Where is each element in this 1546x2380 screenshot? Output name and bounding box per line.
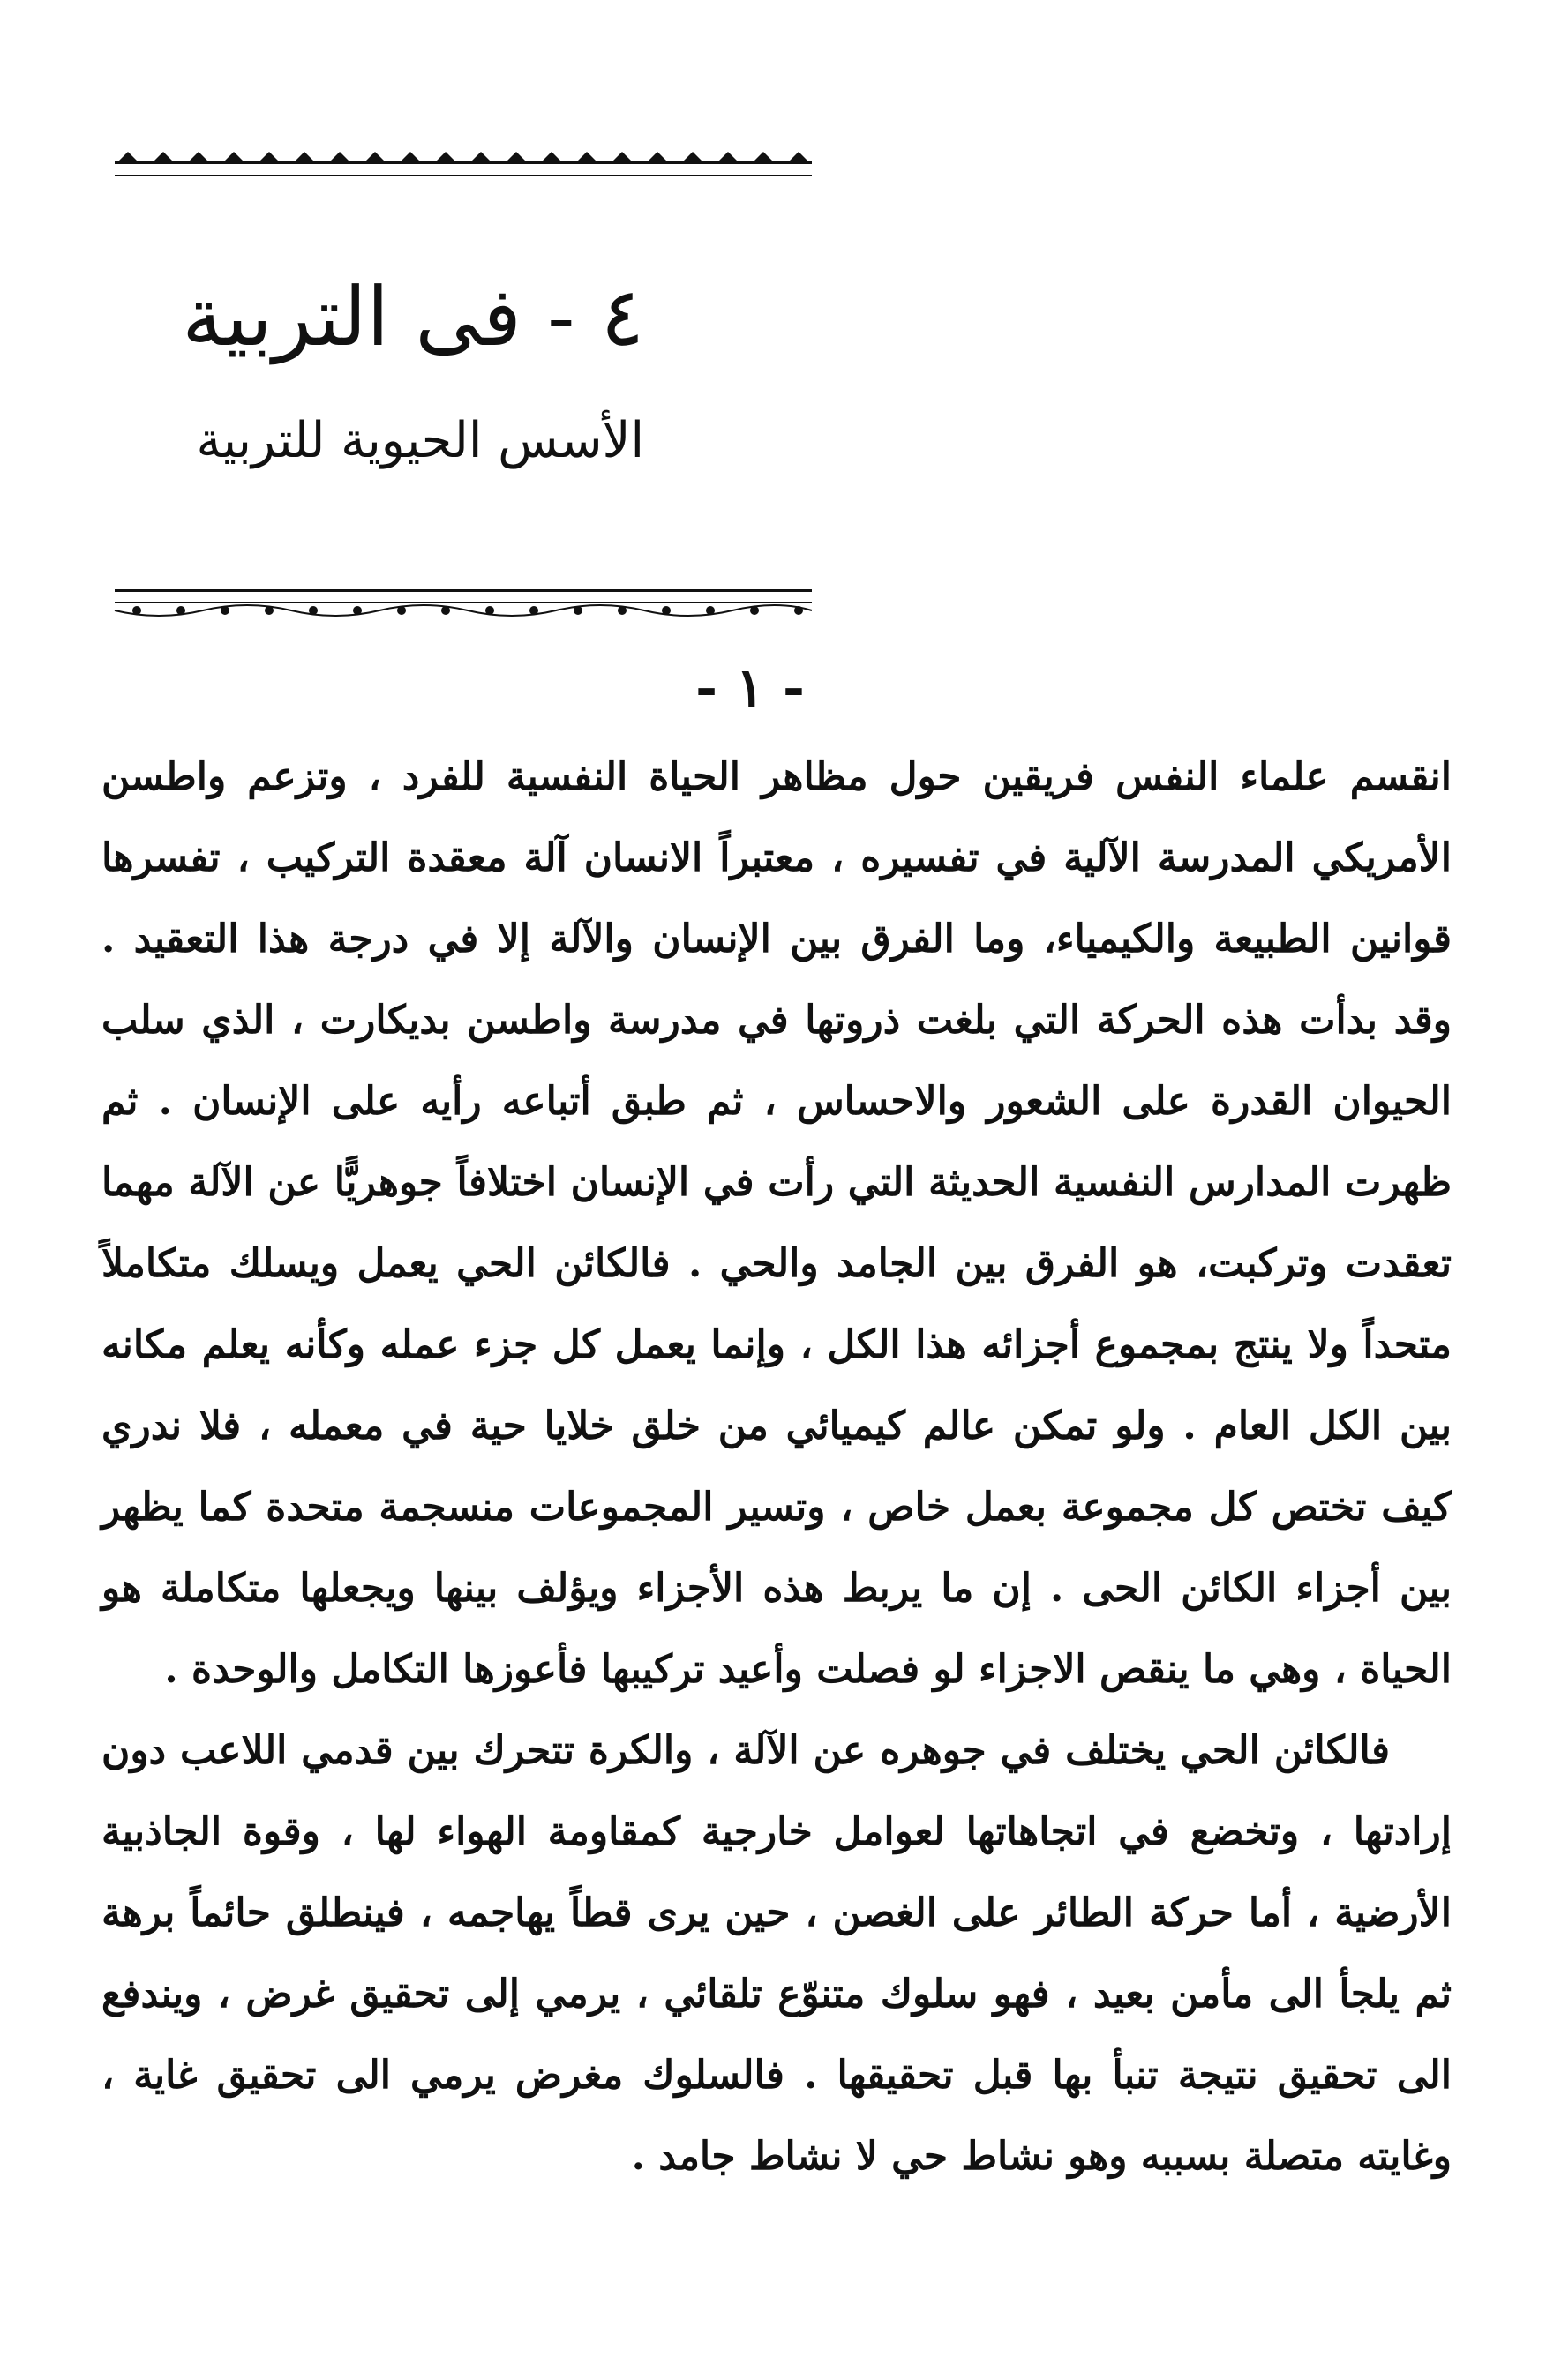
chapter-subtitle: الأسس الحيوية للتربية (196, 412, 644, 469)
paragraph-1: انقسم علماء النفس فريقين حول مظاهر الحياة النفسية للفرد ، وتزعم واطسن الأمريكي المدرسة الآلية في تفسيره ، معتبراً الانسان آلة معقدة التركيب ، تفسرها قوانين الطبيعة والكيمياء، وما الفرق بين الإنسان والآلة إلا في درجة هذا التعقيد . وقد بدأت هذه الحركة التي بلغت ذروتها في مدرسة واطسن بديكارت ، الذي سلب الحيوان القدرة على الشعور والاحساس ، ثم طبق أتباعه رأيه على الإنسان . ثم ظهرت المدارس النفسية الحديثة التي رأت في الإنسان اختلافاً جوهريًّا عن الآلة مهما تعقدت وتركبت، هو الفرق بين الجامد والحي . فالكائن الحي يعمل ويسلك متكاملاً متحداً ولا ينتج بمجموع أجزائه هذا الكل ، وإنما يعمل كل جزء عمله وكأنه يعلم مكانه بين الكل العام . ولو تمكن عالم كيميائي من خلق خلايا حية في معمله ، فلا ندري كيف تختص كل مجموعة بعمل خاص ، وتسير المجموعات منسجمة متحدة كما يظهر بين أجزاء الكائن الحى . إن ما يربط هذه الأجزاء ويؤلف بينها ويجعلها متكاملة هو الحياة ، وهي ما ينقص الاجزاء لو فصلت وأعيد تركيبها فأعوزها التكامل والوحدة . (101, 754, 1452, 1692)
section-number: - ١ - (695, 657, 805, 719)
chapter-title: ٤ - فى التربية (182, 270, 644, 364)
paragraph-2: فالكائن الحي يختلف في جوهره عن الآلة ، والكرة تتحرك بين قدمي اللاعب دون إرادتها ، وتخضع في اتجاهاتها لعوامل خارجية كمقاومة الهواء لها ، وقوة الجاذبية الأرضية ، أما حركة الطائر على الغصن ، حين يرى قطاً يهاجمه ، فينطلق حائماً برهة ثم يلجأ الى مأمن بعيد ، فهو سلوك متنوّع تلقائي ، يرمي إلى تحقيق غرض ، ويندفع الى تحقيق نتيجة تنبأ بها قبل تحقيقها . فالسلوك مغرض يرمي الى تحقيق غاية ، وغايته متصلة بسببه وهو نشاط حي لا نشاط جامد . (101, 1728, 1452, 2179)
bottom-ornament-icon (110, 582, 816, 635)
chapter-heading (182, 265, 644, 476)
body-text (101, 737, 1452, 2197)
top-ornament-icon (110, 139, 816, 192)
